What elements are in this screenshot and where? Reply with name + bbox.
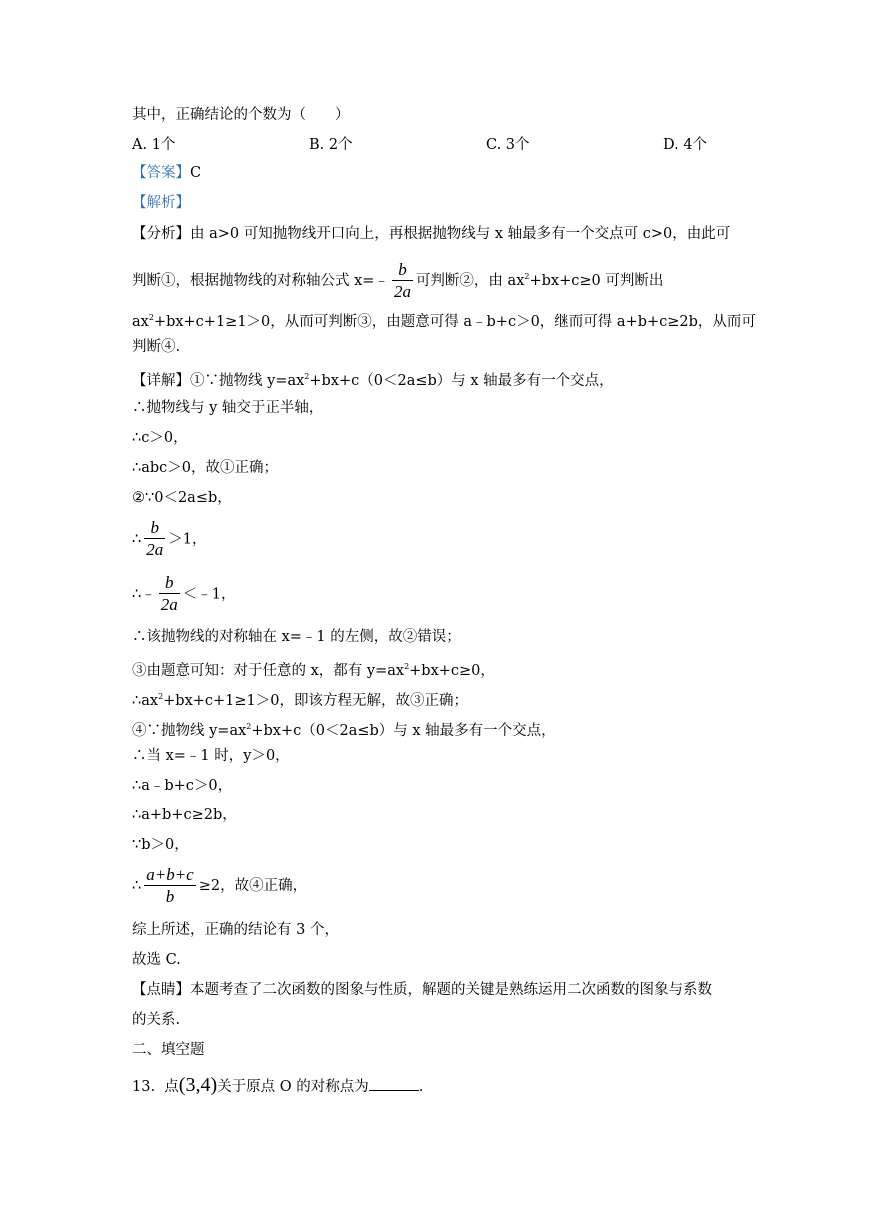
question-text-post: 关于原点 O 的对称点为 — [217, 1079, 369, 1095]
detail-line-2: ∴抛物线与 y 轴交于正半轴， — [132, 400, 324, 416]
therefore-symbol: ∴ — [132, 531, 142, 548]
detail-text-9a: ③由题意可知：对于任意的 x，都有 y=ax — [132, 663, 405, 679]
analysis-tag: 【解析】 — [132, 195, 190, 211]
detail-line-3: ∴c＞0， — [132, 430, 188, 446]
option-c: C. 3个 — [486, 137, 530, 153]
detail-tag: 【详解】 — [132, 373, 190, 389]
fenxi-line-2 — [132, 256, 663, 303]
option-a: A. 1个 — [132, 137, 176, 153]
fraction-numerator: b — [398, 259, 407, 279]
detail-line-18: 故选 C. — [132, 952, 181, 968]
fenxi-line-4: 判断④. — [132, 339, 181, 355]
detail-line-9 — [132, 658, 495, 680]
fenxi-text-1: 由 a>0 可知抛物线开口向上，再根据抛物线与 x 轴最多有一个交点可 c>0，由此可 — [190, 226, 731, 242]
fenxi-text-2c: +bx+c≥0 可判断出 — [529, 273, 664, 289]
detail-text-7-pre: ∴﹣ — [132, 586, 156, 603]
fraction-denominator: 2a — [160, 595, 178, 614]
point-coordinates: (3,4) — [178, 1074, 218, 1096]
fenxi-line-1 — [132, 225, 730, 243]
detail-text-16-post: ≥2，故④正确， — [198, 878, 308, 894]
superscript-2: 2 — [246, 722, 252, 731]
detail-line-15: ∵b＞0， — [132, 837, 189, 853]
fraction-b-over-2a — [159, 573, 180, 616]
option-b: B. 2个 — [309, 137, 353, 153]
question-text-pre: 点 — [164, 1079, 179, 1095]
detail-line-6 — [132, 518, 206, 561]
detail-text-9b: +bx+c≥0， — [409, 663, 495, 679]
answer-blank[interactable] — [369, 1078, 419, 1091]
therefore-symbol: ∴ — [132, 878, 142, 894]
fenxi-tag: 【分析】 — [132, 226, 190, 242]
question-stem: 其中，正确结论的个数为（ ） — [132, 107, 350, 123]
detail-line-11 — [132, 718, 556, 740]
question-number: 13. — [132, 1079, 156, 1095]
fraction-denominator: b — [144, 885, 196, 908]
detail-line-10 — [132, 688, 468, 710]
answer-line — [132, 164, 201, 182]
section-heading: 二、填空题 — [132, 1042, 205, 1058]
detail-line-12: ∴当 x=﹣1 时，y＞0， — [132, 748, 290, 764]
detail-text-11a: ④∵抛物线 y=ax — [132, 723, 247, 739]
dianjing-line-1 — [132, 981, 712, 999]
dianjing-line-2: 的关系. — [132, 1012, 181, 1028]
detail-text-1b: +bx+c（0＜2a≤b）与 x 轴最多有一个交点， — [309, 373, 614, 389]
detail-text-7-post: ＜﹣1， — [182, 586, 236, 603]
superscript-2: 2 — [404, 662, 410, 671]
question-13 — [132, 1070, 423, 1102]
detail-text-11b: +bx+c（0＜2a≤b）与 x 轴最多有一个交点， — [251, 723, 556, 739]
superscript-2: 2 — [304, 372, 310, 381]
fraction-numerator: b — [150, 518, 159, 537]
detail-line-16 — [132, 864, 307, 908]
answer-tag: 【答案】 — [132, 165, 190, 181]
question-end-period: . — [418, 1079, 424, 1095]
fraction-b-over-2a — [144, 518, 165, 561]
fraction-b-over-2a — [392, 260, 413, 303]
fraction-numerator: b — [164, 573, 174, 592]
fenxi-text-2b: 可判断②，由 ax — [415, 273, 525, 289]
superscript-2: 2 — [148, 313, 154, 322]
option-d: D. 4个 — [663, 137, 708, 153]
answer-value: C — [190, 165, 202, 181]
detail-line-14: ∴a+b+c≥2b， — [132, 807, 237, 823]
detail-text-6-post: ＞1， — [168, 531, 207, 548]
detail-line-17: 综上所述，正确的结论有 3 个， — [132, 922, 339, 938]
fraction-denominator: 2a — [393, 281, 411, 301]
detail-text-10a: ∴ax — [132, 693, 159, 709]
dianjing-text-1: 本题考查了二次函数的图象与性质，解题的关键是熟练运用二次函数的图象与系数 — [190, 982, 712, 998]
fenxi-text-2a: 判断①，根据抛物线的对称轴公式 x=﹣ — [132, 273, 389, 289]
dianjing-tag: 【点睛】 — [132, 982, 190, 998]
detail-line-5: ②∵0＜2a≤b， — [132, 490, 232, 506]
detail-line-8: ∴该抛物线的对称轴在 x=﹣1 的左侧，故②错误； — [132, 629, 461, 645]
fenxi-line-3 — [132, 309, 756, 331]
fenxi-text-3b: +bx+c+1≥1＞0，从而可判断③，由题意可得 a﹣b+c＞0，继而可得 a+b+c≥2b，从而可 — [153, 314, 756, 330]
fenxi-text-3a: ax — [132, 314, 149, 330]
fraction-numerator: a+b+c — [146, 864, 194, 884]
fraction-abc-over-b — [144, 865, 196, 908]
fraction-denominator: 2a — [146, 540, 164, 559]
detail-line-13: ∴a﹣b+c＞0， — [132, 778, 233, 794]
detail-line-7 — [132, 573, 235, 616]
superscript-2: 2 — [524, 272, 530, 281]
detail-line-1 — [132, 368, 614, 390]
superscript-2: 2 — [158, 692, 164, 701]
detail-text-10b: +bx+c+1≥1＞0，即该方程无解，故③正确； — [163, 693, 469, 709]
detail-line-4: ∴abc＞0，故①正确； — [132, 460, 278, 476]
detail-text-1a: ①∵抛物线 y=ax — [190, 373, 305, 389]
